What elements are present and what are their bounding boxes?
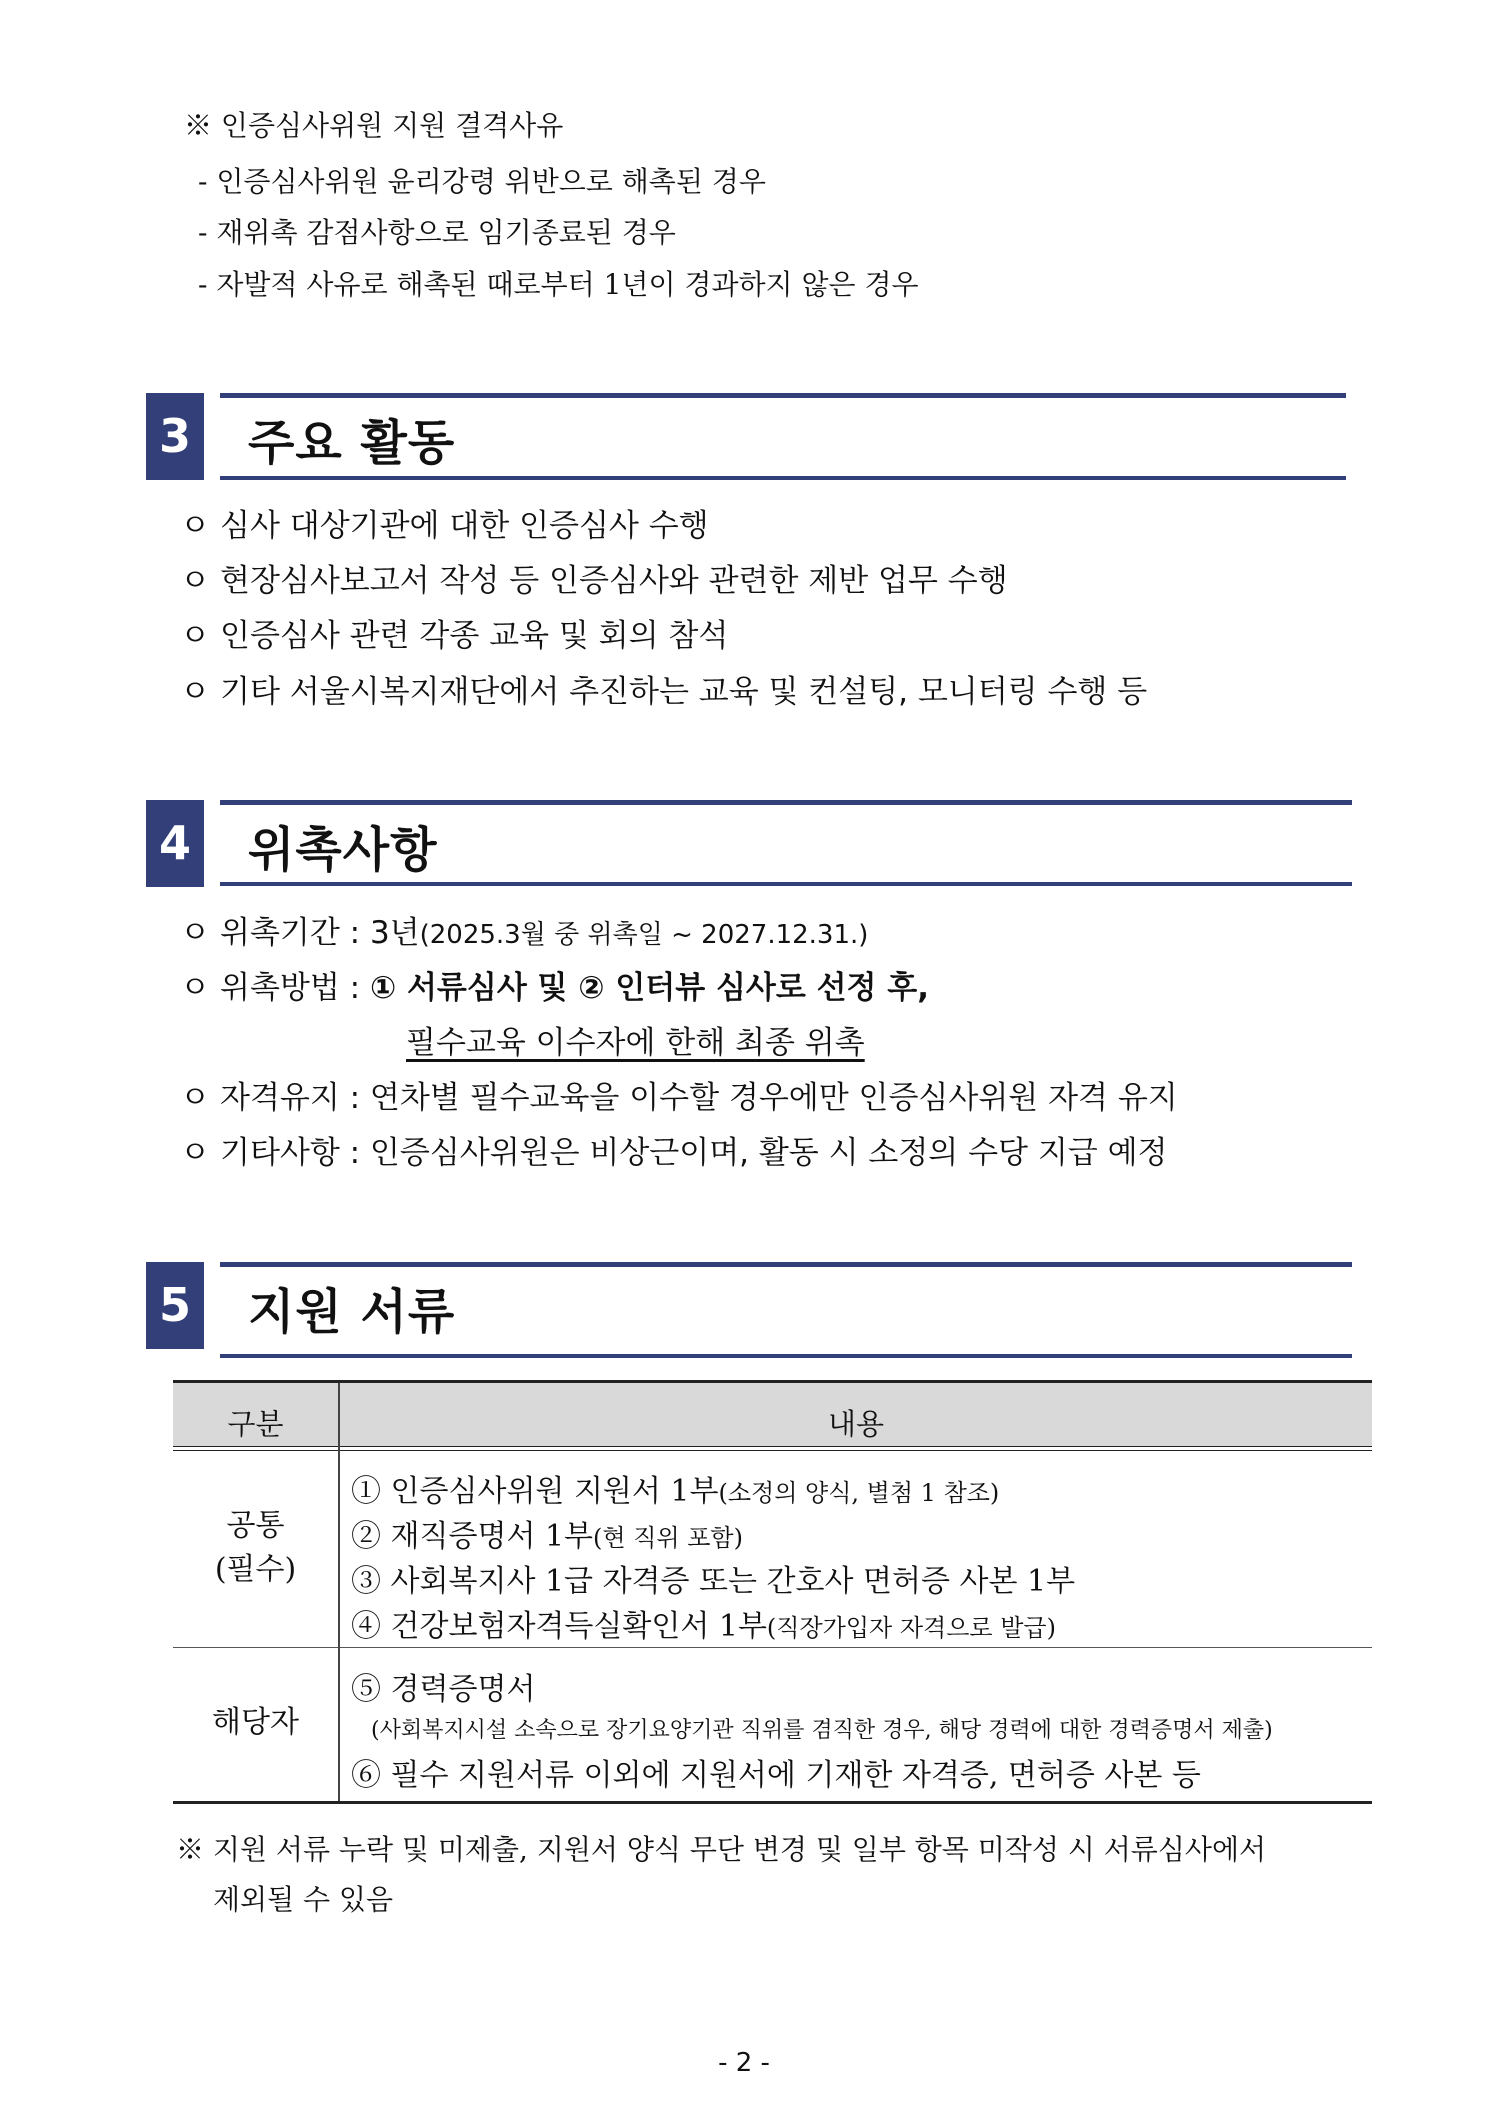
table-header-content: 내용 — [827, 1407, 885, 1441]
method-item: ㅇ 위촉방법 : ① 서류심사 및 ② 인터뷰 심사로 선정 후, — [180, 970, 929, 1006]
section-number: 4 — [146, 800, 204, 887]
page-number: - 2 - — [718, 2048, 770, 2078]
table-header-category: 구분 — [227, 1407, 284, 1441]
section-rule-bottom — [220, 476, 1346, 480]
table-row: ③ 사회복지사 1급 자격증 또는 간호사 면허증 사본 1부 — [351, 1564, 1076, 1599]
table-row: ④ 건강보험자격득실확인서 1부(직장가입자 자격으로 발급) — [351, 1609, 1056, 1644]
section-title: 주요 활동 — [248, 415, 456, 471]
note-item: - 재위촉 감점사항으로 임기종료된 경우 — [198, 216, 676, 249]
category-applicable: 해당자 — [212, 1705, 299, 1740]
documents-table — [173, 1380, 1372, 1804]
note-title: ※ 인증심사위원 지원 결격사유 — [184, 109, 564, 142]
section-rule-top — [220, 800, 1352, 805]
section-title: 위촉사항 — [248, 822, 438, 878]
section-rule-bottom — [220, 1354, 1352, 1358]
note-item: - 자발적 사유로 해촉된 때로부터 1년이 경과하지 않은 경우 — [198, 268, 919, 301]
section-rule-top — [220, 393, 1346, 398]
table-row: ① 인증심사위원 지원서 1부(소정의 양식, 별첨 1 참조) — [351, 1474, 1000, 1509]
method-item-continued: 필수교육 이수자에 한해 최종 위촉 — [406, 1025, 865, 1061]
section-rule-top — [220, 1262, 1352, 1267]
table-row-note: (사회복지시설 소속으로 장기요양기관 직위를 겸직한 경우, 해당 경력에 대한 경력증명서 제출) — [371, 1718, 1273, 1743]
category-common: 공통 (필수) — [214, 1508, 297, 1587]
activity-item: ㅇ 현장심사보고서 작성 등 인증심사와 관련한 제반 업무 수행 — [180, 563, 1008, 599]
footnote-continued: 제외될 수 있음 — [213, 1883, 394, 1916]
section-number: 5 — [146, 1262, 204, 1349]
activity-item: ㅇ 심사 대상기관에 대한 인증심사 수행 — [180, 508, 709, 544]
table-row: ⑥ 필수 지원서류 이외에 지원서에 기재한 자격증, 면허증 사본 등 — [351, 1758, 1201, 1793]
maintain-item: ㅇ 자격유지 : 연차별 필수교육을 이수할 경우에만 인증심사위원 자격 유지 — [180, 1080, 1178, 1116]
section-title: 지원 서류 — [248, 1284, 456, 1340]
period-item: ㅇ 위촉기간 : 3년(2025.3월 중 위촉일 ~ 2027.12.31.) — [180, 915, 869, 951]
activity-item: ㅇ 기타 서울시복지재단에서 추진하는 교육 및 컨설팅, 모니터링 수행 등 — [180, 674, 1148, 710]
note-item: - 인증심사위원 윤리강령 위반으로 해촉된 경우 — [198, 165, 766, 198]
table-row: ⑤ 경력증명서 — [351, 1672, 536, 1707]
footnote: ※ 지원 서류 누락 및 미제출, 지원서 양식 무단 변경 및 일부 항목 미작성 시 서류심사에서 — [176, 1833, 1267, 1866]
activity-item: ㅇ 인증심사 관련 각종 교육 및 회의 참석 — [180, 618, 729, 654]
table-row: ② 재직증명서 1부(현 직위 포함) — [351, 1519, 743, 1554]
section-number: 3 — [146, 393, 204, 480]
section-rule-bottom — [220, 882, 1352, 886]
other-item: ㅇ 기타사항 : 인증심사위원은 비상근이며, 활동 시 소정의 수당 지급 예정 — [180, 1135, 1168, 1171]
